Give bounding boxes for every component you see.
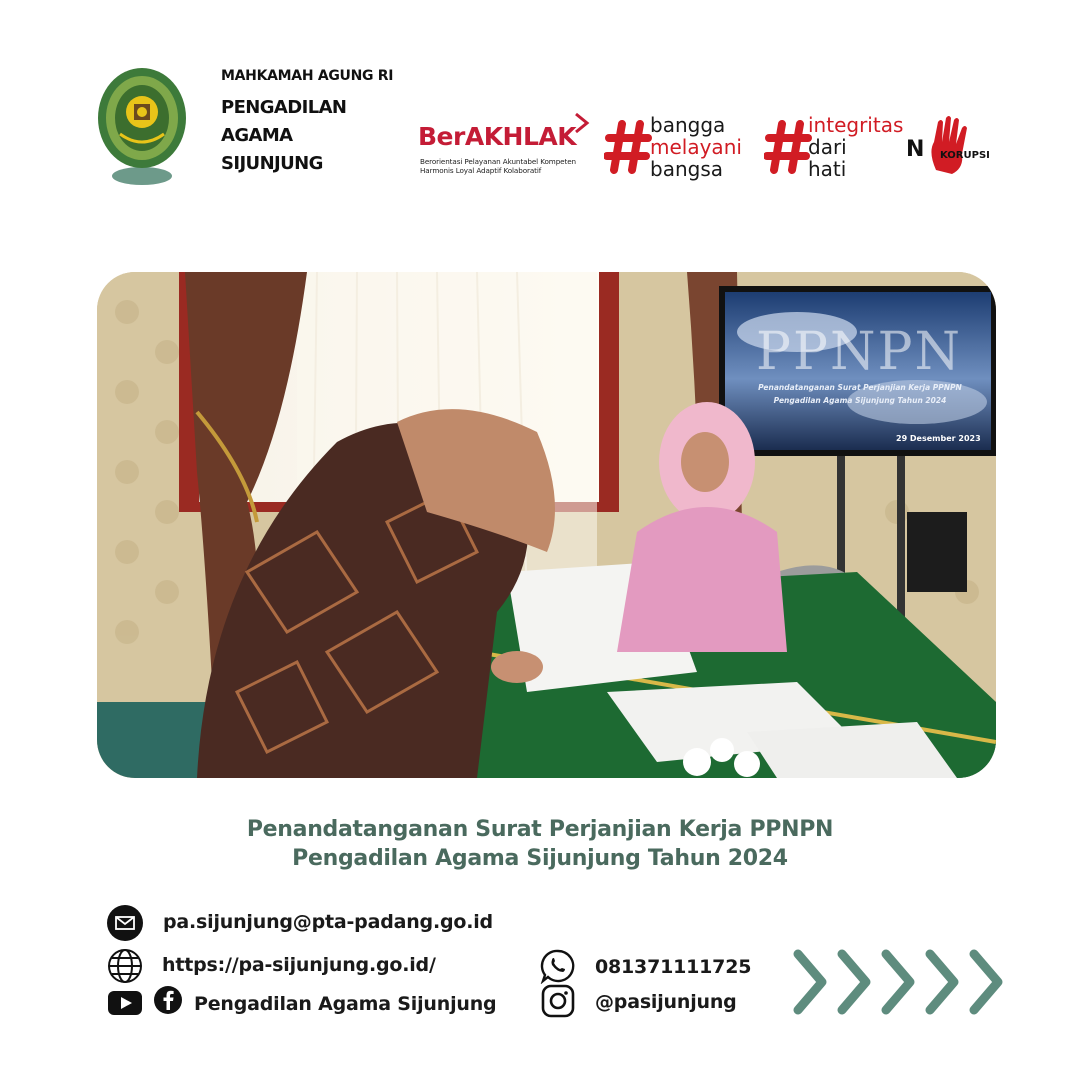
red-hand-icon	[904, 112, 1000, 184]
court-logo	[96, 64, 188, 188]
contact-phone[interactable]: 081371111725	[595, 956, 752, 978]
screen-subtitle-2: Pengadilan Agama Sijunjung Tahun 2024	[773, 396, 947, 405]
org-name-line3: SIJUNJUNG	[221, 153, 323, 174]
integritas-dari-hati-logo	[764, 112, 914, 184]
facebook-icon[interactable]	[153, 985, 183, 1015]
screen-title: PPNPN	[756, 322, 962, 382]
berakhlak-logo	[418, 112, 593, 176]
svg-text:N: N	[906, 137, 925, 162]
screen-subtitle-1: Penandatanganan Surat Perjanjian Kerja PPNPN	[758, 383, 962, 392]
org-name-line2: AGAMA	[221, 125, 293, 146]
idh-word-1: integritas	[808, 113, 904, 137]
svg-text:KORUPSI: KORUPSI	[940, 150, 990, 161]
hashtag-icon	[604, 118, 652, 176]
email-icon	[107, 905, 143, 941]
contact-website[interactable]: https://pa-sijunjung.go.id/	[162, 954, 436, 976]
caption-line1: Penandatanganan Surat Perjanjian Kerja PPNPN	[246, 817, 834, 842]
bangga-melayani-bangsa-logo	[604, 112, 764, 184]
bmb-word-1: bangga	[650, 113, 726, 137]
idh-word-2: dari	[808, 135, 847, 159]
berakhlak-title: BerAKHLAK	[418, 122, 577, 151]
chevrons-right-icon	[792, 948, 1006, 1016]
caption-line2: Pengadilan Agama Sijunjung Tahun 2024	[292, 846, 788, 871]
no-korupsi-logo	[904, 112, 1000, 184]
contact-instagram[interactable]: @pasijunjung	[595, 991, 737, 1013]
globe-icon	[107, 948, 143, 984]
whatsapp-icon	[540, 948, 576, 984]
contact-social-name[interactable]: Pengadilan Agama Sijunjung	[194, 993, 497, 1015]
org-parent-name: MAHKAMAH AGUNG RI	[221, 68, 394, 84]
instagram-icon	[540, 983, 576, 1019]
screen-date: 29 Desember 2023	[896, 434, 981, 443]
berakhlak-tagline-1: Berorientasi Pelayanan Akuntabel Kompeten	[420, 157, 576, 166]
berakhlak-tagline-2: Harmonis Loyal Adaptif Kolaboratif	[420, 166, 542, 175]
idh-word-3: hati	[808, 157, 847, 181]
contact-email[interactable]: pa.sijunjung@pta-padang.go.id	[163, 911, 493, 933]
chevron-right-icon	[573, 112, 591, 134]
org-name-line1: PENGADILAN	[221, 97, 347, 118]
bmb-word-2: melayani	[650, 135, 742, 159]
youtube-icon[interactable]	[107, 985, 143, 1021]
bmb-word-3: bangsa	[650, 157, 723, 181]
hashtag-icon	[764, 118, 812, 176]
